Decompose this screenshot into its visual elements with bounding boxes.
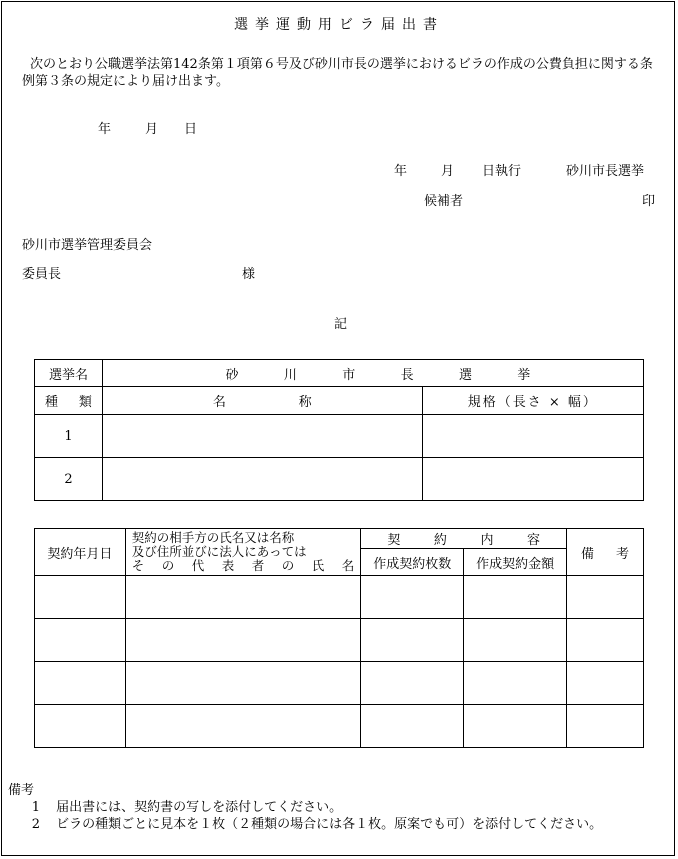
remarks-input-cell[interactable] [567,662,644,705]
party-line2: 及び住所並びに法人にあっては [131,544,307,559]
election-label-cell [35,360,103,387]
party-input-cell[interactable] [125,619,361,662]
submit-day-label: 日 [184,122,198,137]
name-label-cell [102,387,422,415]
note-number: 1 [31,800,40,815]
election-char: 選 [458,367,472,383]
ki-heading: 記 [334,317,348,332]
date-input-cell[interactable] [35,705,126,748]
count-input-cell[interactable] [361,662,464,705]
honorific: 様 [242,267,256,282]
spec-label-cell [422,387,643,415]
remarks-input-cell[interactable] [567,619,644,662]
submit-year-label: 年 [98,122,112,137]
party-char: 氏 [311,558,325,573]
notes-section [8,782,602,833]
table-row [35,705,644,748]
election-char: 川 [283,367,297,383]
party-char: 名 [341,558,355,573]
content-char: 内 [480,533,494,548]
election-label: 選挙名 [48,367,88,383]
date-input-cell[interactable] [35,619,126,662]
party-char: そ [131,558,145,573]
party-input-cell[interactable] [125,662,361,705]
party-char: 代 [191,558,205,573]
table-row [35,576,644,619]
kind-char: 類 [78,395,92,410]
row-number: 2 [64,471,73,487]
election-value-cell [102,360,643,387]
party-char: の [281,558,295,573]
row-number: 1 [64,428,73,444]
flyer-spec-table [34,359,644,501]
amount-label: 作成契約金額 [476,556,555,572]
contract-table [34,528,644,748]
seal-mark: 印 [642,194,656,209]
name-input-cell[interactable] [102,415,422,458]
election-name: 砂川市長選挙 [566,164,645,179]
note-item [8,816,602,833]
contract-date-label: 契約年月日 [47,546,113,562]
name-char: 称 [298,395,312,410]
notes-heading: 備考 [8,783,35,798]
amount-input-cell[interactable] [464,576,567,619]
contract-date-header [35,529,126,576]
election-char: 市 [342,367,356,383]
count-input-cell[interactable] [361,705,464,748]
name-input-cell[interactable] [102,458,422,501]
date-input-cell[interactable] [35,662,126,705]
election-char: 砂 [225,367,239,383]
candidate-label: 候補者 [424,194,464,209]
count-label: 作成契約枚数 [373,556,452,572]
note-text: ビラの種類ごとに見本を１枚（２種類の場合には各１枚。原案でも可）を添付してください。 [56,817,603,832]
count-input-cell[interactable] [361,619,464,662]
exec-day-label: 日執行 [482,164,522,179]
party-input-cell[interactable] [125,705,361,748]
row-number-cell [35,415,103,458]
amount-input-cell[interactable] [464,619,567,662]
table-row [35,619,644,662]
party-line1: 契約の相手方の氏名又は名称 [131,530,295,545]
table-row [35,662,644,705]
party-char: の [161,558,175,573]
note-text: 届出書には、契約書の写しを添付してください。 [56,800,343,815]
kind-char: 種 [45,395,59,410]
party-char: 者 [251,558,265,573]
intro-text: 次のとおり公職選挙法第142条第１項第６号及び砂川市長の選挙におけるビラの作成の公費負担に関する条例第３条の規定により届け出ます。 [22,57,653,89]
count-input-cell[interactable] [361,576,464,619]
remarks-char: 備 [581,546,595,562]
note-item [8,799,602,816]
contract-content-header [361,529,567,549]
note-number: 2 [31,817,40,832]
amount-header [464,549,567,576]
date-input-cell[interactable] [35,576,126,619]
remarks-input-cell[interactable] [567,576,644,619]
submit-month-label: 月 [145,122,159,137]
contract-party-header [125,529,361,576]
remarks-input-cell[interactable] [567,705,644,748]
name-char: 名 [212,395,226,410]
chair-label: 委員長 [22,267,62,282]
committee-name: 砂川市選挙管理委員会 [22,238,153,253]
party-input-cell[interactable] [125,576,361,619]
remarks-char: 考 [615,546,629,562]
remarks-header [567,529,644,576]
election-char: 長 [400,367,414,383]
election-char: 挙 [517,367,531,383]
row-number-cell [35,458,103,501]
content-char: 契 [387,533,401,548]
amount-input-cell[interactable] [464,705,567,748]
count-header [361,549,464,576]
content-char: 容 [527,533,541,548]
form-title: 選挙運動用ビラ届出書 [234,17,444,33]
content-char: 約 [433,533,447,548]
kind-label-cell [35,387,103,415]
amount-input-cell[interactable] [464,662,567,705]
exec-month-label: 月 [441,164,455,179]
exec-year-label: 年 [394,164,408,179]
spec-input-cell[interactable] [422,415,643,458]
party-char: 表 [221,558,235,573]
spec-label: 規格（長さ × 幅） [467,395,598,410]
spec-input-cell[interactable] [422,458,643,501]
